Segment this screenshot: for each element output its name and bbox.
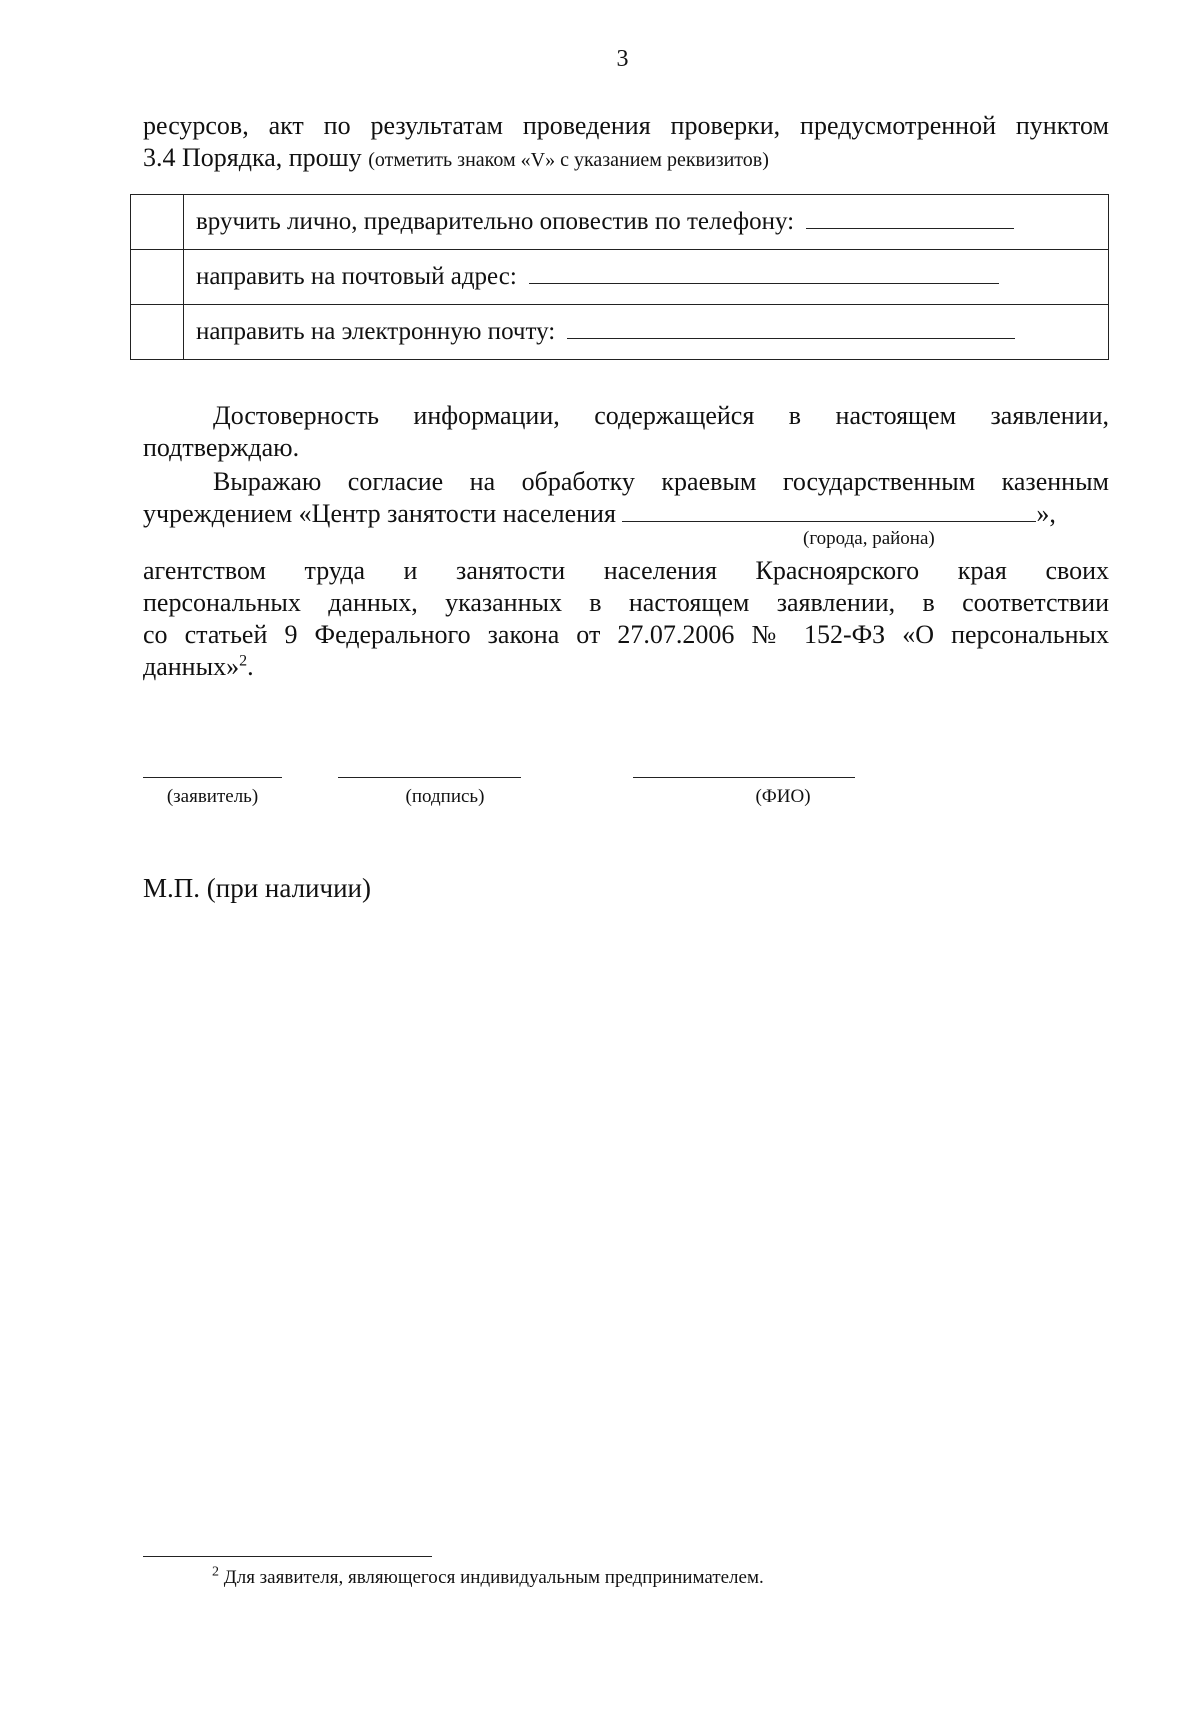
city-district-hint: (города, района) [803, 528, 935, 549]
signature-label: (подпись) [405, 786, 485, 807]
intro-instruction-note: (отметить знаком «V» с указанием реквизитов) [368, 149, 769, 171]
consent-line-5: со статьей 9 Федерального закона от 27.07.2006 № 152-ФЗ «О персональных [143, 620, 1109, 649]
employment-center-name-line[interactable] [622, 501, 1036, 522]
option-post-cell [184, 250, 1109, 305]
footnote-divider [143, 1556, 432, 1557]
checkbox-phone[interactable] [131, 195, 184, 250]
delivery-option-post [131, 250, 1109, 305]
page-number: 3 [616, 46, 629, 72]
confirm-paragraph [143, 400, 1109, 464]
fio-label: (ФИО) [755, 786, 811, 807]
confirm-line-1: Достоверность информации, содержащейся в настоящем заявлении, [213, 401, 1109, 430]
consent-line-1: Выражаю согласие на обработку краевым государственным казенным [213, 467, 1109, 496]
footnote-reference: 2 [239, 652, 248, 670]
option-email-cell [184, 305, 1109, 360]
delivery-options-table [130, 194, 1109, 360]
fio-signature-line[interactable] [633, 777, 855, 778]
signature-line[interactable] [338, 777, 521, 778]
applicant-label: (заявитель) [166, 786, 259, 807]
seal-place: М.П. (при наличии) [143, 873, 371, 903]
delivery-option-email [131, 305, 1109, 360]
consent-paragraph-continued [143, 555, 1109, 683]
delivery-option-phone [131, 195, 1109, 250]
email-input-line[interactable] [567, 318, 1015, 339]
intro-line-1: ресурсов, акт по результатам проведения проверки, предусмотренной пунктом [143, 111, 1109, 140]
consent-line-4: персональных данных, указанных в настоящем заявлении, в соответствии [143, 588, 1109, 617]
checkbox-email[interactable] [131, 305, 184, 360]
intro-paragraph [143, 110, 1109, 176]
consent-line-6: данных» [143, 652, 240, 681]
confirm-line-2: подтверждаю. [143, 433, 300, 462]
option-phone-cell [184, 195, 1109, 250]
option-post-label: направить на почтовый адрес: [196, 263, 517, 290]
applicant-signature-line[interactable] [143, 777, 282, 778]
footnote [212, 1564, 764, 1589]
phone-input-line[interactable] [806, 208, 1014, 229]
consent-line-2-start: учреждением «Центр занятости населения [143, 499, 616, 528]
option-phone-label: вручить лично, предварительно оповестив по телефону: [196, 208, 795, 235]
consent-line-6-end: . [247, 652, 254, 681]
consent-line-3: агентством труда и занятости населения Красноярского края своих [143, 556, 1109, 585]
footnote-text: Для заявителя, являющегося индивидуальным предпринимателем. [219, 1567, 764, 1588]
footnote-mark: 2 [212, 1564, 219, 1580]
checkbox-post[interactable] [131, 250, 184, 305]
postal-address-input-line[interactable] [529, 263, 999, 284]
option-email-label: направить на электронную почту: [196, 318, 556, 345]
consent-paragraph [143, 466, 1109, 530]
consent-line-2-end: », [1036, 499, 1056, 528]
consent-line-2 [143, 498, 1109, 530]
intro-line-2: 3.4 Порядка, прошу [143, 143, 369, 172]
